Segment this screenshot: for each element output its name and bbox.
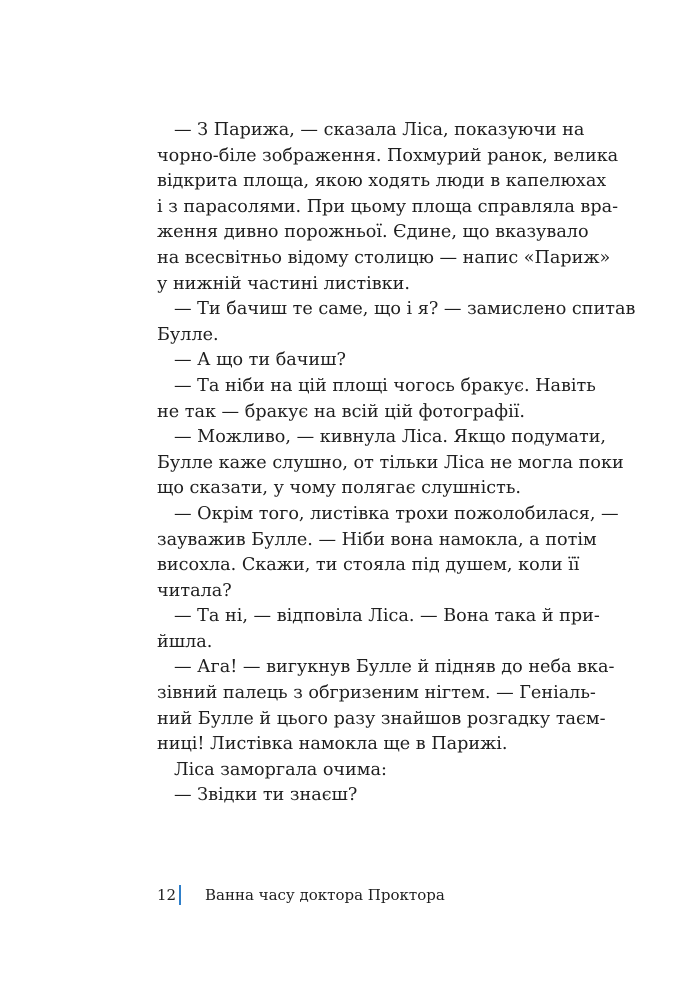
text-line: ження дивно порожньої. Єдине, що вказувало — [157, 222, 589, 243]
running-title: Ванна часу доктора Проктора — [205, 886, 445, 904]
text-line: відкрита площа, якою ходять люди в капелюхах — [157, 171, 607, 192]
text-line: на всесвітньо відому столицю — напис «Париж» — [157, 247, 611, 268]
footer-divider — [179, 885, 181, 905]
page-number: 12 — [157, 886, 177, 904]
text-line: читала? — [157, 580, 232, 601]
text-line: зауважив Булле. — Ніби вона намокла, а потім — [157, 529, 597, 550]
text-line: не так — бракує на всій цій фотографії. — [157, 401, 525, 422]
text-line: — Окрім того, листівка трохи пожолобилася, — — [174, 503, 619, 524]
text-line: зівний палець з обгризеним нігтем. — Геніаль- — [157, 683, 596, 704]
text-line: висохла. Скажи, ти стояла під душем, коли її — [157, 555, 580, 576]
text-line: — Звідки ти знаєш? — [174, 785, 358, 806]
text-line: — Ага! — вигукнув Булле й підняв до неба вка- — [174, 657, 615, 678]
text-line: ний Булле й цього разу знайшов розгадку таєм- — [157, 708, 606, 729]
text-line: — Можливо, — кивнула Ліса. Якщо подумати, — [174, 427, 607, 448]
text-line: Булле. — [157, 324, 219, 345]
text-line: — А що ти бачиш? — [174, 350, 346, 371]
text-line: чорно-біле зображення. Похмурий ранок, велика — [157, 145, 619, 166]
page-body — [157, 118, 636, 809]
text-line: ниці! Листівка намокла ще в Парижі. — [157, 734, 508, 755]
text-line: що сказати, у чому полягає слушність. — [157, 478, 522, 499]
text-line: і з парасолями. При цьому площа справляла вра- — [157, 196, 619, 217]
text-line: — Ти бачиш те саме, що і я? — замислено спитав — [174, 299, 636, 320]
text-line: Ліса заморгала очима: — [174, 759, 387, 780]
text-line: у нижній частині листівки. — [157, 273, 410, 294]
text-line: — З Парижа, — сказала Ліса, показуючи на — [174, 120, 585, 140]
text-line: — Та ніби на цій площі чогось бракує. Навіть — [174, 375, 596, 396]
page-footer — [157, 885, 445, 905]
text-line: йшла. — [157, 631, 213, 652]
text-line: — Та ні, — відповіла Ліса. — Вона така й при- — [174, 606, 600, 627]
text-line: Булле каже слушно, от тільки Ліса не могла поки — [157, 452, 624, 473]
